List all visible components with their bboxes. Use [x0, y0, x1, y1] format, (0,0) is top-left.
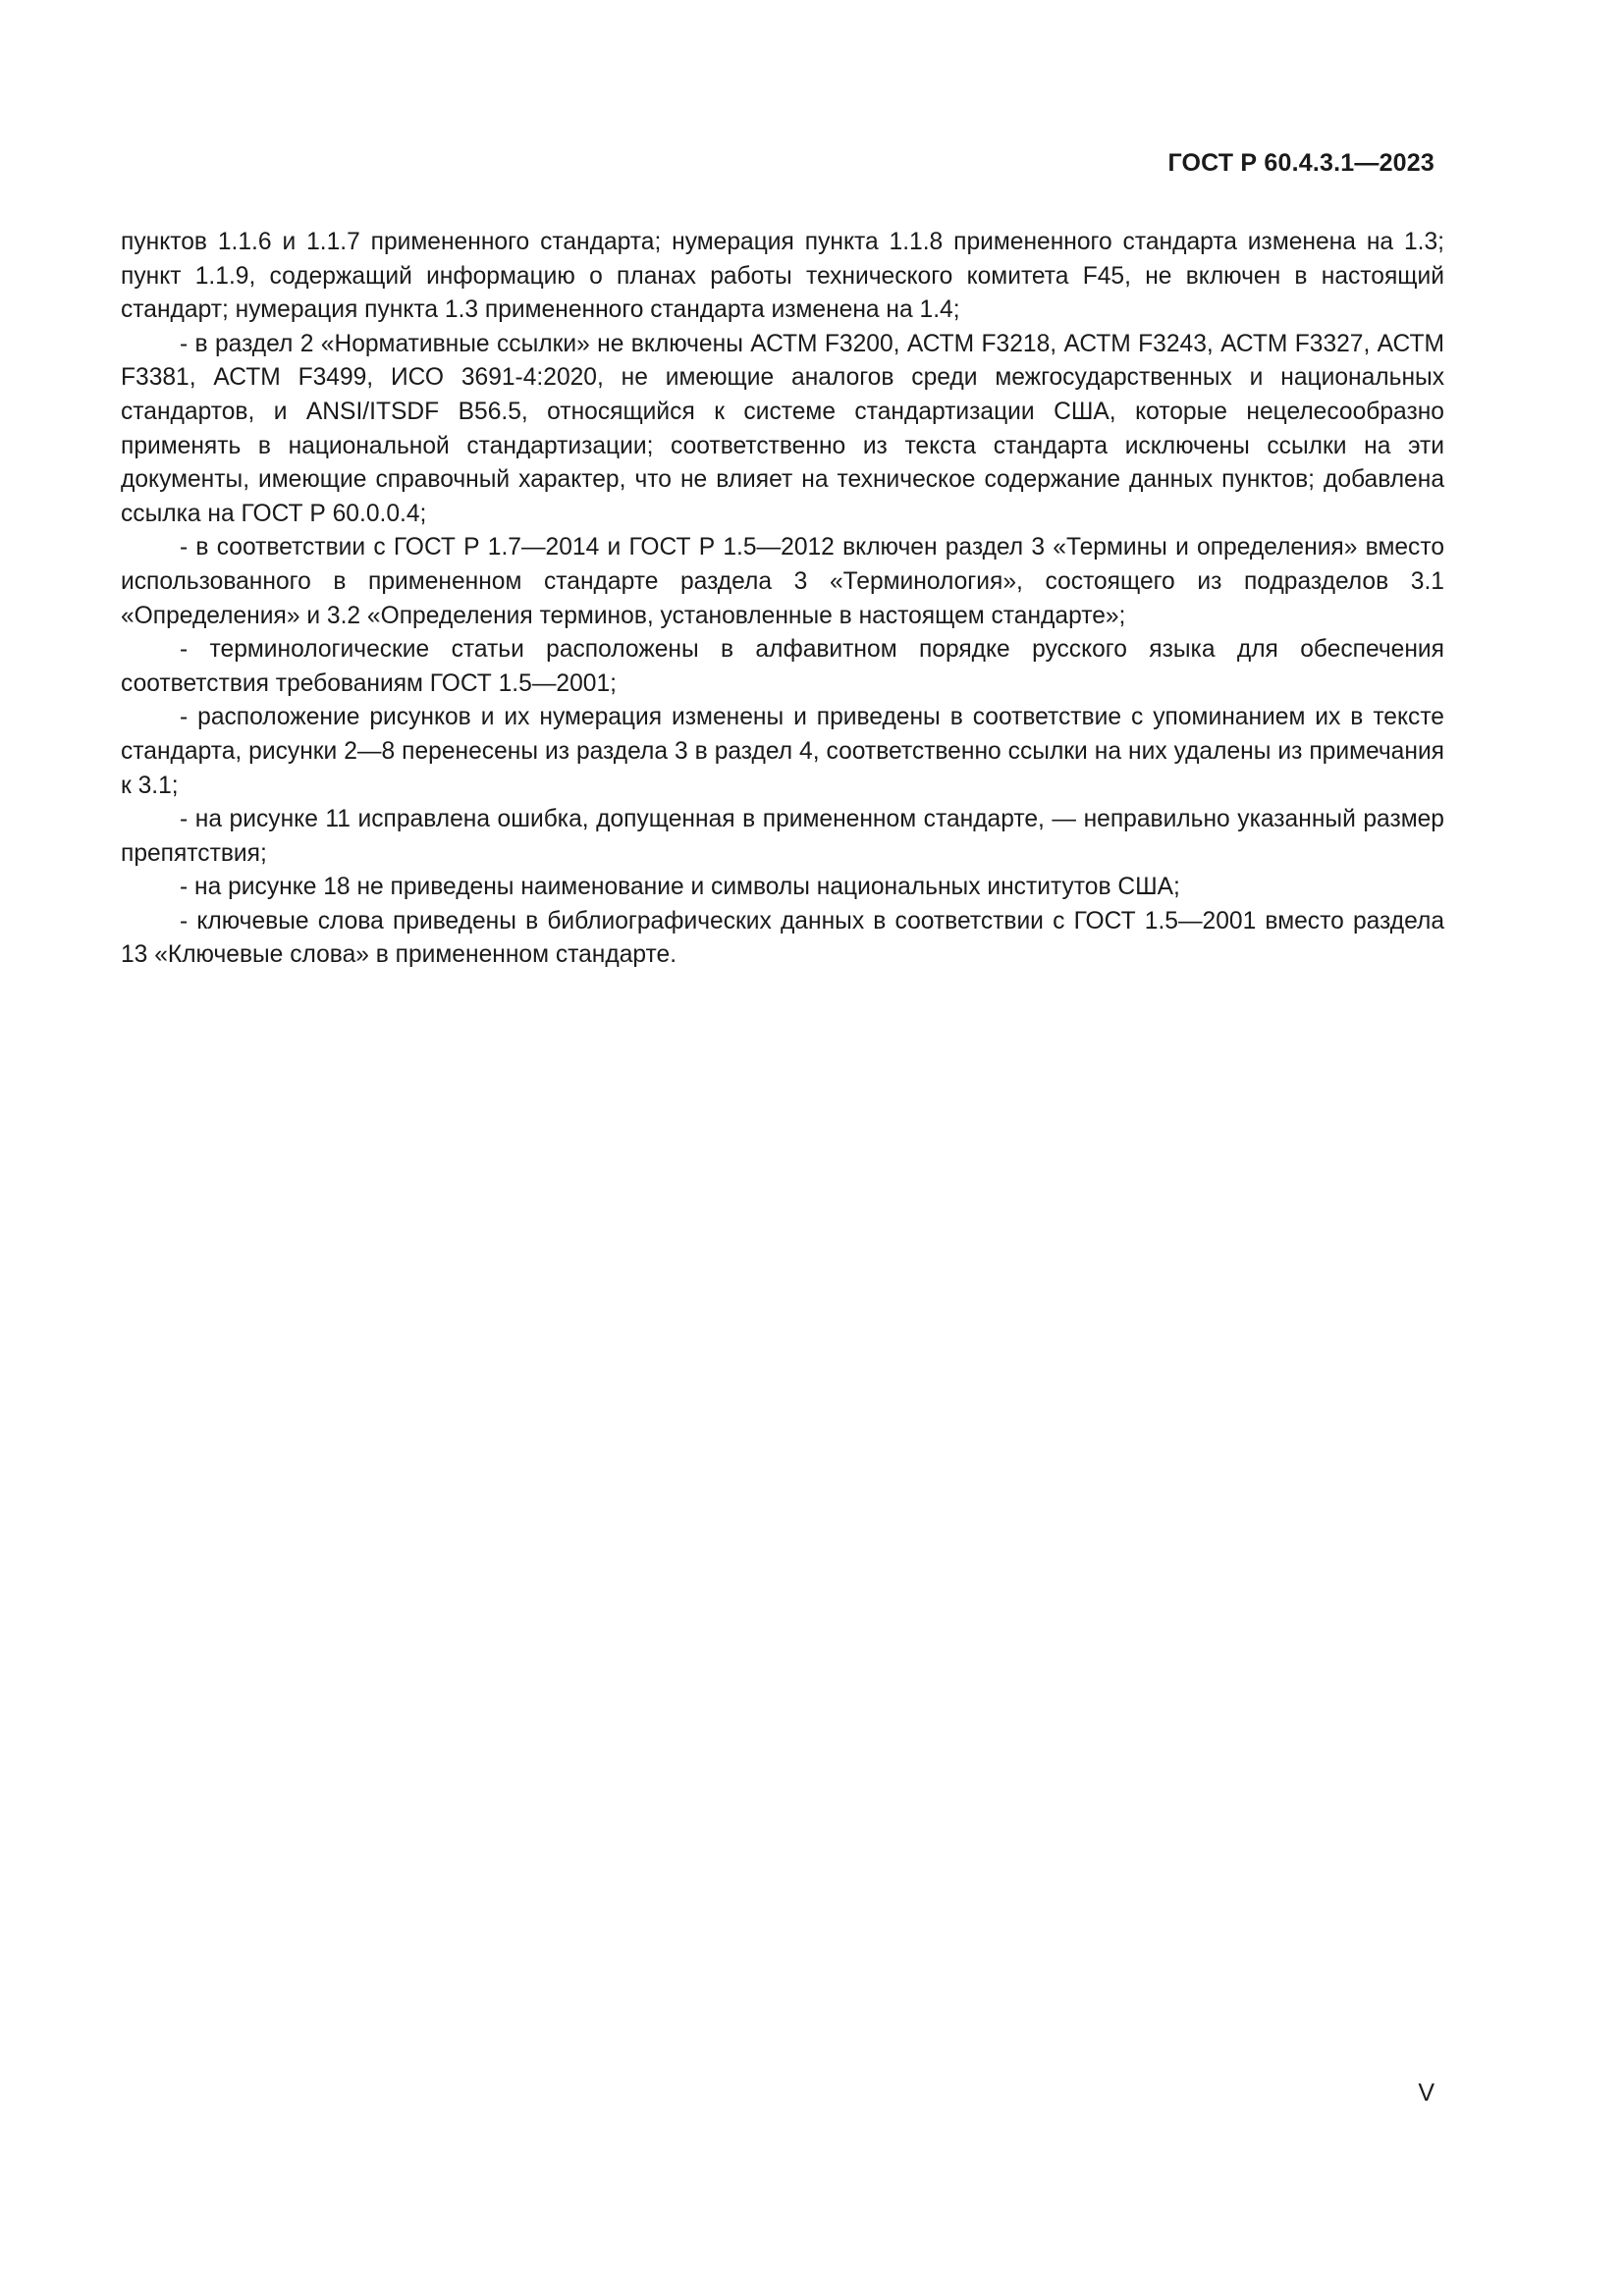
list-item-terms-section: - в соответствии с ГОСТ Р 1.7—2014 и ГОСТ Р 1.5—2012 включен раздел 3 «Термины и определения» вместо использованного в примененном стандарте раздела 3 «Терминология», состоящего из подразделов 3.1 «Определения» и 3.2 «Определения терминов, установленные в настоящем стандарте»; [121, 534, 1444, 629]
list-item-normative-references: - в раздел 2 «Нормативные ссылки» не включены АСТМ F3200, АСТМ F3218, АСТМ F3243, АСТМ F3327, АСТМ F3381, АСТМ F3499, ИСО 3691-4:2020, не имеющие аналогов среди межгосударственных и национальных стандартов, и ANSI/ITSDF B56.5, относящийся к системе стандартизации США, которые нецелесообразно применять в национальной стандартизации; соответственно из текста стандарта исключены ссылки на эти документы, имеющие справочный характер, что не влияет на техническое содержание данных пунктов; добавлена ссылка на ГОСТ Р 60.0.0.4; [121, 330, 1444, 527]
list-item-figures-arrangement: - расположение рисунков и их нумерация изменены и приведены в соответствие с упоминанием их в тексте стандарта, рисунки 2—8 перенесены из раздела 3 в раздел 4, соответственно ссылки на них удалены из примечания к 3.1; [121, 704, 1444, 799]
body-text [121, 226, 1444, 973]
document-code-header: ГОСТ Р 60.4.3.1—2023 [1167, 149, 1435, 177]
list-item-figure-11: - на рисунке 11 исправлена ошибка, допущенная в примененном стандарте, — неправильно указанный размер препятствия; [121, 806, 1444, 867]
list-item-terminology-order: - терминологические статьи расположены в алфавитном порядке русского языка для обеспечения соответствия требованиям ГОСТ 1.5—2001; [121, 636, 1444, 697]
paragraph-continuation: пунктов 1.1.6 и 1.1.7 примененного стандарта; нумерация пункта 1.1.8 примененного стандарта изменена на 1.3; пункт 1.1.9, содержащий информацию о планах работы технического комитета F45, не включен в настоящий стандарт; нумерация пункта 1.3 примененного стандарта изменена на 1.4; [121, 229, 1444, 324]
list-item-keywords: - ключевые слова приведены в библиографических данных в соответствии с ГОСТ 1.5—2001 вместо раздела 13 «Ключевые слова» в примененном стандарте. [121, 907, 1444, 969]
list-item-figure-18: - на рисунке 18 не приведены наименование и символы национальных институтов США; [180, 874, 1180, 901]
page-number: V [1418, 2079, 1435, 2107]
